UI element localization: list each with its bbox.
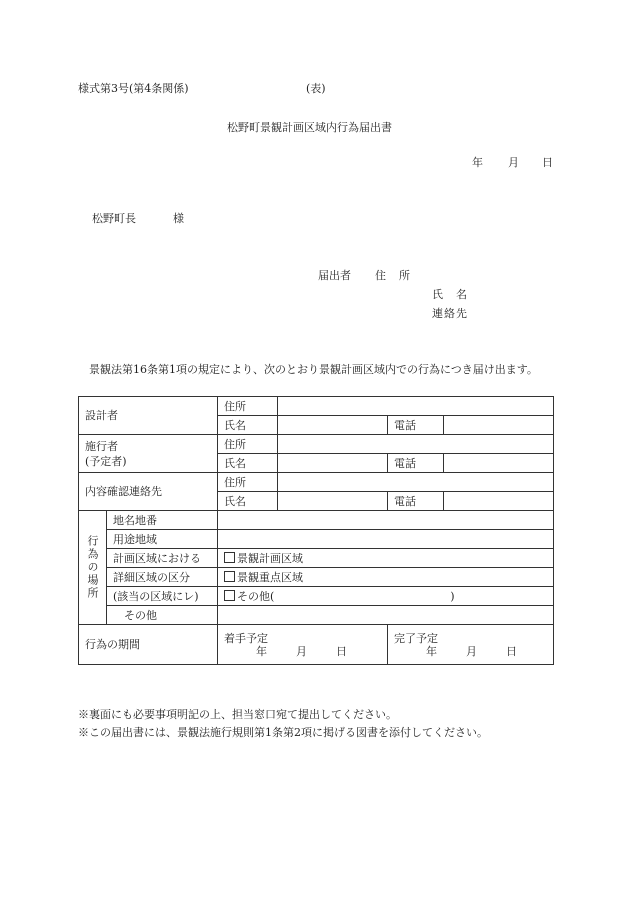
form-title: 松野町景観計画区域内行為届出書 (227, 121, 392, 134)
addressee-name: 松野町長 (92, 212, 136, 225)
notes (78, 706, 488, 742)
contact-address-field[interactable] (278, 473, 554, 492)
intro-paragraph (78, 361, 556, 378)
table-row (79, 625, 554, 665)
contact-phone-field[interactable] (444, 492, 554, 511)
note-1: ※裏面にも必要事項明記の上、担当窓口宛て提出してください。 (78, 708, 397, 721)
reporter-block (318, 266, 468, 323)
designer-address-field[interactable] (278, 397, 554, 416)
form-number: 様式第3号(第4条関係) (78, 82, 189, 95)
other-field[interactable] (218, 606, 554, 625)
notification-table (78, 396, 554, 665)
end-label: 完了予定 (394, 631, 438, 645)
addressee-honorific: 様 (173, 212, 184, 225)
table-row (79, 530, 554, 549)
lot-number-field[interactable] (218, 511, 554, 530)
lot-number-label: 地名地番 (107, 511, 218, 530)
table-row (79, 435, 554, 454)
contractor-label (79, 435, 218, 473)
contractor-label-line1: 施行者 (85, 439, 118, 453)
name-label: 氏名 (218, 492, 278, 511)
checkbox-icon[interactable] (224, 571, 235, 582)
contact-person-label: 内容確認連絡先 (79, 473, 218, 511)
table-row (79, 397, 554, 416)
designer-name-field[interactable] (278, 416, 388, 435)
designer-label: 設計者 (79, 397, 218, 435)
reporter-address-label: 住 所 (375, 269, 411, 282)
contractor-label-line2: (予定者) (85, 454, 127, 468)
page-side-label: (表) (306, 82, 326, 95)
start-label: 着手予定 (224, 631, 268, 645)
phone-label: 電話 (388, 416, 444, 435)
name-label: 氏名 (218, 416, 278, 435)
zoning-field[interactable] (218, 530, 554, 549)
table-row (79, 511, 554, 530)
date-month-label: 月 (508, 156, 519, 169)
start-month-label: 月 (296, 644, 307, 658)
contractor-phone-field[interactable] (444, 454, 554, 473)
plan-area-label-line2: 詳細区域の区分 (107, 568, 218, 587)
name-label: 氏名 (218, 454, 278, 473)
end-year-label: 年 (426, 644, 437, 658)
end-day-label: 日 (506, 644, 517, 658)
contact-name-field[interactable] (278, 492, 388, 511)
option-landscape-plan-area[interactable] (218, 549, 554, 568)
designer-phone-field[interactable] (444, 416, 554, 435)
reporter-name-label: 氏 名 (432, 288, 468, 301)
contractor-address-field[interactable] (278, 435, 554, 454)
end-month-label: 月 (466, 644, 477, 658)
option-close-paren: ) (450, 590, 455, 603)
period-label: 行為の期間 (79, 625, 218, 665)
date-year-label: 年 (472, 156, 483, 169)
table-row (79, 549, 554, 568)
option-label: 景観計画区域 (237, 552, 303, 565)
end-date-field[interactable] (388, 625, 554, 665)
start-date-field[interactable] (218, 625, 388, 665)
option-landscape-priority-area[interactable] (218, 568, 554, 587)
option-label: 景観重点区域 (237, 571, 303, 584)
plan-area-label-line1: 計画区域における (107, 549, 218, 568)
phone-label: 電話 (388, 454, 444, 473)
reporter-contact-label: 連絡先 (432, 307, 468, 320)
checkbox-icon[interactable] (224, 552, 235, 563)
address-label: 住所 (218, 397, 278, 416)
intro-text: 景観法第16条第1項の規定により、次のとおり景観計画区域内での行為につき届け出ます。 (89, 363, 538, 376)
date-day-label: 日 (542, 156, 553, 169)
start-day-label: 日 (336, 644, 347, 658)
address-label: 住所 (218, 435, 278, 454)
option-other[interactable] (218, 587, 554, 606)
table-row (79, 473, 554, 492)
plan-area-label-line3: (該当の区域にレ) (107, 587, 218, 606)
start-year-label: 年 (256, 644, 267, 658)
note-2: ※この届出書には、景観法施行規則第1条第2項に掲げる図書を添付してください。 (78, 726, 488, 739)
option-label: その他( (237, 590, 275, 603)
place-header: 行為の場所 (79, 511, 107, 625)
table-row (79, 606, 554, 625)
checkbox-icon[interactable] (224, 590, 235, 601)
zoning-label: 用途地域 (107, 530, 218, 549)
address-label: 住所 (218, 473, 278, 492)
phone-label: 電話 (388, 492, 444, 511)
contractor-name-field[interactable] (278, 454, 388, 473)
reporter-label: 届出者 (318, 269, 351, 282)
table-row (79, 587, 554, 606)
other-label: その他 (107, 606, 218, 625)
table-row (79, 568, 554, 587)
